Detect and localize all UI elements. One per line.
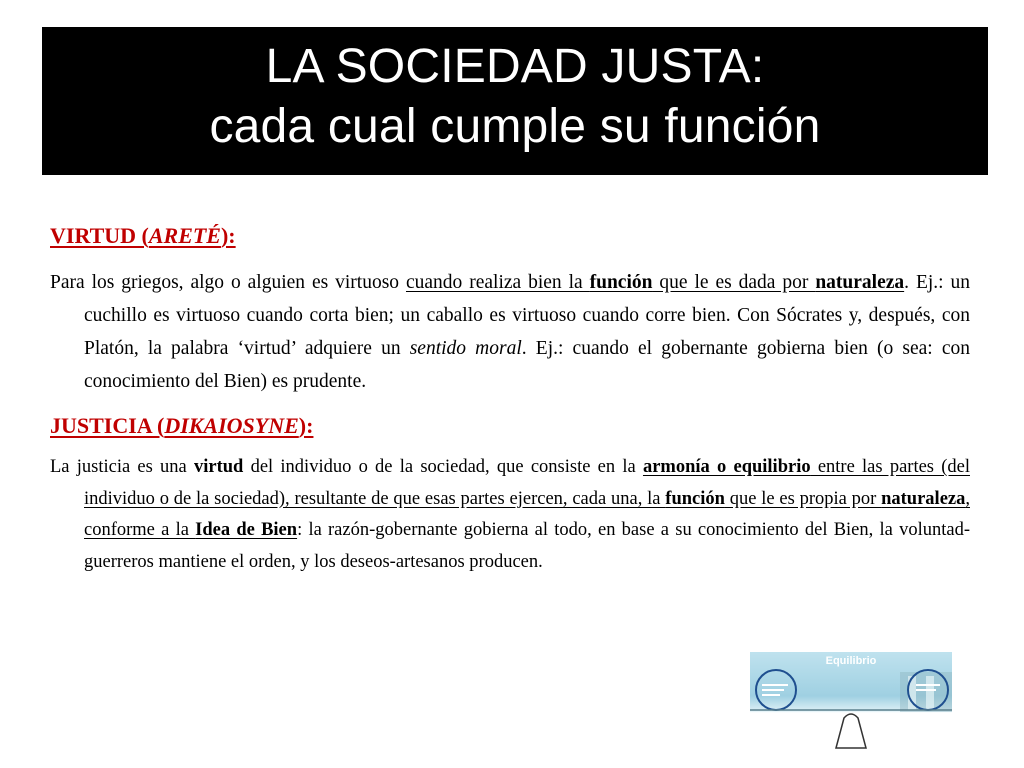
title-banner — [42, 27, 988, 175]
heading-virtud: VIRTUD (ARETÉ): — [50, 223, 236, 248]
title-line-1: LA SOCIEDAD JUSTA: — [265, 40, 765, 93]
paragraph-justicia: La justicia es una virtud del individuo o de la sociedad, que consiste en la armonía o equilibrio entre las partes (del individuo o de la sociedad), resultante de que esas partes ejercen, cada una, la función que le es propia por naturaleza, conforme a la Idea de Bien: la razón-gobernante gobierna al todo, en base a su conocimiento del Bien, la voluntad-guerreros mantiene el orden, y los deseos-artesanos producen. — [50, 457, 970, 572]
fulcrum-icon — [836, 714, 866, 748]
equilibrio-thumbnail — [750, 652, 952, 750]
heading-justicia: JUSTICIA (DIKAIOSYNE): — [50, 413, 314, 438]
thumbnail-caption: Equilibrio — [825, 655, 877, 667]
paragraph-virtud: Para los griegos, algo o alguien es virtuoso cuando realiza bien la función que le es dada por naturaleza. Ej.: un cuchillo es virtuoso cuando corta bien; un caballo es virtuoso cuando corre bien. Con Sócrates y, después, con Platón, la palabra ‘virtud’ adquiere un sentido moral. Ej.: cuando el gobernante gobierna bien (o sea: con conocimiento del Bien) es prudente. — [50, 272, 971, 392]
slide-body — [50, 222, 970, 578]
title-line-2: cada cual cumple su función — [209, 100, 821, 153]
